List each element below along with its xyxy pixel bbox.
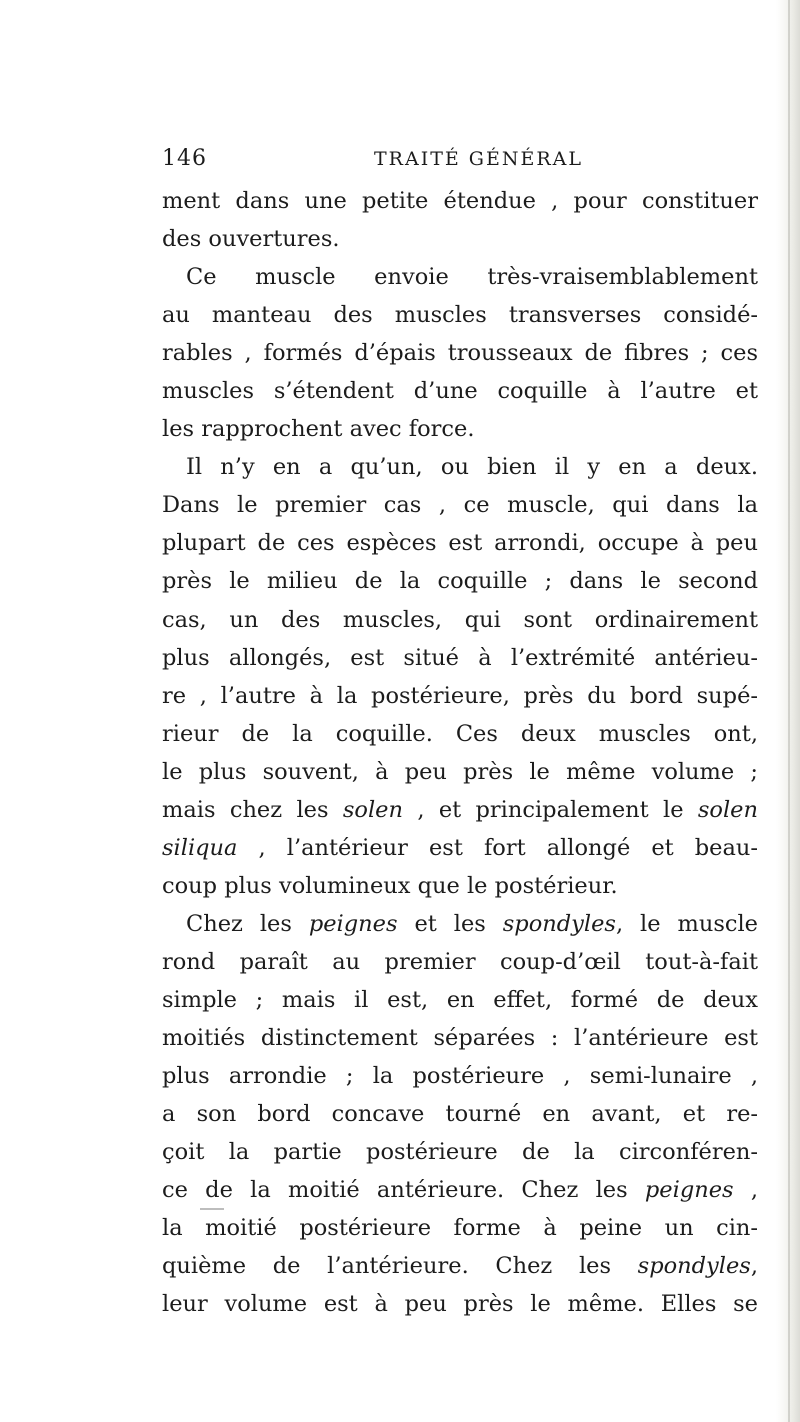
italic-term: solen xyxy=(342,796,403,823)
text-line: muscles s’étendent d’une coquille à l’autre et xyxy=(162,378,758,405)
text-run: Chez les xyxy=(186,910,309,937)
text-run: quième de l’antérieure. Chez les xyxy=(162,1253,638,1280)
text-run: mais chez les xyxy=(162,796,343,823)
page-number: 146 xyxy=(162,146,207,171)
text-line xyxy=(162,791,758,829)
text-line: a son bord concave tourné en avant, et re- xyxy=(162,1101,758,1128)
text-line xyxy=(162,1247,758,1285)
text-line: plupart de ces espèces est arrondi, occupe à peu xyxy=(162,530,758,557)
text-line: Dans le premier cas , ce muscle, qui dans la xyxy=(162,492,758,519)
text-line: le plus souvent, à peu près le même volume ; xyxy=(162,758,758,785)
text-line: des ouvertures. xyxy=(162,226,340,253)
text-line: la moitié postérieure forme à peine un cin- xyxy=(162,1215,758,1242)
text-run: et les xyxy=(397,910,503,937)
text-line: coup plus volumineux que le postérieur. xyxy=(162,872,618,899)
text-line: les rapprochent avec force. xyxy=(162,416,475,443)
text-line: ment dans une petite étendue , pour constituer xyxy=(162,188,758,214)
text-run: , le muscle xyxy=(615,910,758,937)
italic-term: spondyles xyxy=(637,1253,751,1280)
text-run: , xyxy=(733,1177,758,1204)
text-line: çoit la partie postérieure de la circonféren- xyxy=(162,1139,758,1166)
text-line: rieur de la coquille. Ces deux muscles ont, xyxy=(162,720,758,747)
running-title: TRAITÉ GÉNÉRAL xyxy=(374,148,583,170)
text-line: simple ; mais il est, en effet, formé de deux xyxy=(162,986,758,1013)
footer-mark xyxy=(200,1208,224,1210)
text-line: rond paraît au premier coup-d’œil tout-à-fait xyxy=(162,948,758,975)
text-line: Il n’y en a qu’un, ou bien il y en a deux. xyxy=(186,454,758,481)
text-line: près le milieu de la coquille ; dans le second xyxy=(162,568,758,595)
text-line: plus arrondie ; la postérieure , semi-lunaire , xyxy=(162,1063,758,1090)
text-line: cas, un des muscles, qui sont ordinairement xyxy=(162,606,758,633)
text-line xyxy=(162,1171,758,1209)
page-edge-line xyxy=(788,0,790,1422)
page-header xyxy=(162,146,752,176)
text-line: leur volume est à peu près le même. Elles se xyxy=(162,1291,758,1318)
text-line xyxy=(162,829,758,867)
italic-term: peignes xyxy=(308,910,398,937)
italic-term: solen xyxy=(697,796,758,823)
italic-term: spondyles xyxy=(502,910,616,937)
text-line: au manteau des muscles transverses considé- xyxy=(162,302,758,329)
text-run: , et principalement le xyxy=(402,796,698,823)
text-line: rables , formés d’épais trousseaux de fibres ; ces xyxy=(162,340,758,367)
text-line: Ce muscle envoie très-vraisemblablement xyxy=(186,264,758,291)
text-run: , l’antérieur est fort allongé et beau- xyxy=(237,834,758,861)
italic-term: siliqua xyxy=(162,834,238,861)
text-line xyxy=(162,905,758,943)
text-run: , xyxy=(750,1253,758,1280)
text-line: plus allongés, est situé à l’extrémité antérieu- xyxy=(162,644,758,671)
text-run: ce de la moitié antérieure. Chez les xyxy=(162,1177,645,1204)
text-line: moitiés distinctement séparées : l’antérieure est xyxy=(162,1025,758,1052)
text-line: re , l’autre à la postérieure, près du bord supé- xyxy=(162,682,758,709)
italic-term: peignes xyxy=(644,1177,734,1204)
body-text xyxy=(162,182,758,1323)
